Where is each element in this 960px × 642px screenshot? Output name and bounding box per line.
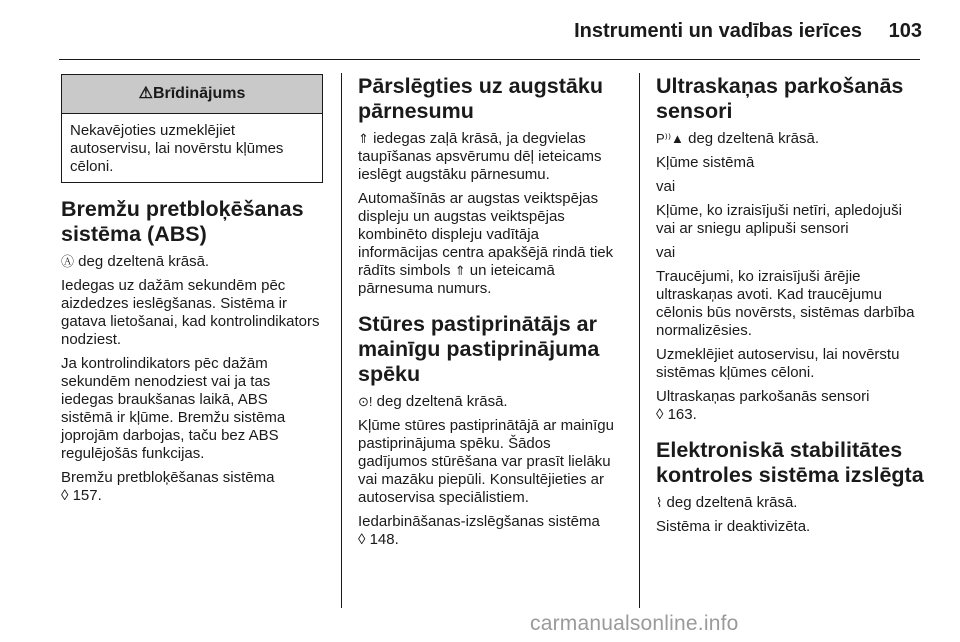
steering-paragraph-1: Kļūme stūres pastiprinātājā ar mainīgu pastiprinājuma spēku. Šādos gadījumos stūrēšana var prasīt lielāku vai mazāku piepūli. Konsultējieties ar autoservisa speciālistiem. (358, 417, 614, 506)
warning-text: Nekavējoties uzmeklējiet autoservisu, lai novērstu kļūmes cēloni. (70, 122, 284, 175)
esc-status-line (656, 494, 924, 512)
warning-title: Brīdinājums (152, 85, 246, 102)
warning-box (61, 74, 323, 183)
esc-off-icon: ⌇ (656, 495, 663, 510)
page-reference-icon: ◊ (656, 406, 664, 423)
parking-reference (656, 388, 924, 424)
header-rule (59, 59, 920, 60)
abs-paragraph-2: Ja kontrolindikators pēc dažām sekundēm nenodziest vai ja tas iedegas braukšanas laikā, ABS sistēmā ir kļūme. Bremžu sistēma joprojām darbojas, taču bez ABS regulējošās funkcijas. (61, 355, 286, 462)
steering-reference-page[interactable]: 148. (369, 531, 399, 548)
parking-reference-page[interactable]: 163. (667, 406, 697, 423)
upshift-paragraph-1 (358, 130, 623, 184)
parking-paragraph-4: Uzmeklējiet autoservisu, lai novērstu sistēmas kļūmes cēloni. (656, 346, 900, 381)
column-2 (358, 74, 623, 555)
column-divider-1 (341, 73, 342, 608)
steering-heading: Stūres pastiprinātājs ar mainīgu pastiprinājuma spēku (358, 312, 600, 386)
page-reference-icon: ◊ (358, 531, 366, 548)
steering-wheel-warning-icon: ⊙! (358, 394, 373, 409)
parking-status-line (656, 130, 924, 148)
parking-or-2: vai (656, 244, 676, 261)
page-header-title: Instrumenti un vadības ierīces (574, 20, 862, 42)
upshift-arrow-icon: ⇑ (358, 131, 369, 146)
parking-paragraph-1: Kļūme sistēmā (656, 154, 755, 171)
parking-sensor-icon: P⁾⁾▲ (656, 131, 684, 146)
upshift-arrow-icon: ⇑ (454, 263, 466, 278)
abs-paragraph-1: Iedegas uz dažām sekundēm pēc aizdedzes ieslēgšanas. Sistēma ir gatava lietošanai, kad kontrolindikators nodziest. (61, 277, 320, 348)
column-1 (61, 74, 323, 511)
warning-triangle-icon: ⚠ (138, 85, 153, 102)
parking-paragraph-2: Kļūme, ko izraisījuši netīri, apledojuši vai ar sniegu aplipuši sensori (656, 202, 902, 237)
abs-icon: Ⓐ (61, 254, 75, 269)
steering-status-text: deg dzeltenā krāsā. (372, 393, 508, 410)
abs-reference-text: Bremžu pretbloķēšanas sistēma (61, 469, 275, 486)
upshift-heading: Pārslēgties uz augstāku pārnesumu (358, 74, 603, 123)
steering-status-line (358, 393, 623, 411)
esc-status-text: deg dzeltenā krāsā. (662, 494, 798, 511)
parking-paragraph-3: Traucējumi, ko izraisījuši ārējie ultraskaņas avoti. Kad traucējumu cēlonis būs novērsts, sistēmas darbība normalizēsies. (656, 268, 915, 339)
upshift-paragraph-1-text: iedegas zaļā krāsā, ja degvielas taupīšanas apsvērumu dēļ ieteicams ieslēgt augstāku pārnesumu. (358, 130, 602, 183)
parking-status-text: deg dzeltenā krāsā. (683, 130, 820, 147)
upshift-paragraph-2-a: Automašīnās ar augstas veiktspējas displeju un augstas veiktspējas kombinēto displeju vadītāja informācijas centra apakšējā rindā tiek rādīts simbols (358, 190, 614, 279)
parking-or-1: vai (656, 178, 676, 195)
abs-heading: Bremžu pretbloķēšanas sistēma (ABS) (61, 197, 304, 246)
steering-reference-text: Iedarbināšanas-izslēgšanas sistēma (358, 513, 600, 530)
column-divider-2 (639, 73, 640, 608)
abs-status-text: deg dzeltenā krāsā. (74, 253, 210, 270)
esc-heading: Elektroniskā stabilitātes kontroles sistēma izslēgta (656, 438, 924, 487)
watermark: carmanualsonline.info (530, 612, 739, 635)
abs-reference-page[interactable]: 157. (72, 487, 102, 504)
upshift-paragraph-2 (358, 190, 623, 298)
abs-reference (61, 469, 323, 505)
steering-reference (358, 513, 623, 549)
page-reference-icon: ◊ (61, 487, 69, 504)
upshift-paragraph-2-b: un ieteicamā pārnesuma numurs. (358, 262, 555, 297)
parking-reference-text: Ultraskaņas parkošanās sensori (656, 388, 870, 405)
warning-header (62, 75, 322, 114)
esc-paragraph-1: Sistēma ir deaktivizēta. (656, 518, 811, 535)
page-number: 103 (888, 20, 922, 42)
column-3 (656, 74, 924, 542)
parking-heading: Ultraskaņas parkošanās sensori (656, 74, 904, 123)
abs-status-line (61, 253, 323, 271)
